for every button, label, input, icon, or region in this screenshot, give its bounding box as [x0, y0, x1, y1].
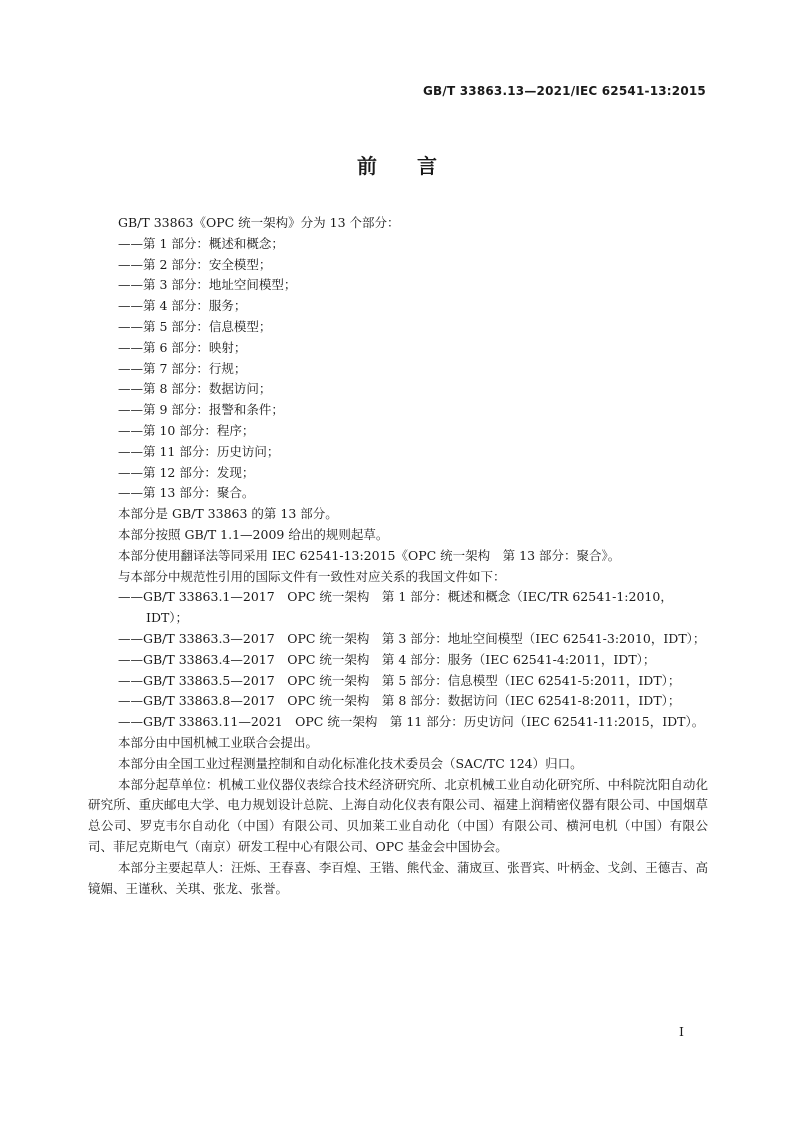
list-item: ——第 10 部分：程序；: [118, 422, 255, 438]
list-item: ——第 5 部分：信息模型；: [118, 318, 272, 334]
standard-code-header: GB/T 33863.13—2021/IEC 62541-13:2015: [422, 84, 706, 98]
page-title: 前言: [357, 154, 477, 178]
foreword-body: [88, 213, 708, 899]
list-item: ——第 8 部分：数据访问；: [118, 381, 272, 397]
list-item: ——第 9 部分：报警和条件；: [118, 402, 284, 418]
drafting-units: 本部分起草单位：机械工业仪器仪表综合技术经济研究所、北京机械工业自动化研究所、中科院沈阳自动化研究所、重庆邮电大学、电力规划设计总院、上海自动化仪表有限公司、福建上润精密仪器有限公司、中国烟草总公司、罗克韦尔自动化（中国）有限公司、贝加莱工业自动化（中国）有限公司、横河电机（中国）有限公司、菲尼克斯电气（南京）研发工程中心有限公司、OPC 基金会中国协会。: [88, 776, 708, 854]
intro-line: GB/T 33863《OPC 统一架构》分为 13 个部分：: [118, 215, 400, 230]
main-drafters: 本部分主要起草人：汪烁、王春喜、李百煌、王锴、熊代金、蒲宬亘、张晋宾、叶柄金、戈剑、王德吉、高镜媚、王谨秋、关琪、张龙、张誉。: [88, 859, 708, 896]
list-item: ——第 12 部分：发现；: [118, 464, 255, 480]
statement-drafting-rules: 本部分按照 GB/T 1.1—2009 给出的规则起草。: [118, 526, 389, 542]
reference-item: ——GB/T 33863.1—2017 OPC 统一架构 第 1 部分：概述和概念（IEC/TR 62541-1:2010，: [118, 589, 673, 605]
list-item: ——第 4 部分：服务；: [118, 298, 247, 314]
statement-references-intro: 与本部分中规范性引用的国际文件有一致性对应关系的我国文件如下：: [118, 568, 506, 584]
reference-item-continuation: IDT）；: [146, 610, 189, 626]
reference-item: ——GB/T 33863.3—2017 OPC 统一架构 第 3 部分：地址空间模型（IEC 62541-3:2010，IDT）；: [118, 630, 706, 646]
statement-adoption: 本部分使用翻译法等同采用 IEC 62541-13:2015《OPC 统一架构 第 13 部分：聚合》。: [118, 547, 621, 563]
list-item: ——第 11 部分：历史访问；: [118, 443, 280, 459]
list-item: ——第 3 部分：地址空间模型；: [118, 277, 297, 293]
references-list: [88, 587, 708, 733]
reference-item: ——GB/T 33863.4—2017 OPC 统一架构 第 4 部分：服务（IEC 62541-4:2011，IDT）；: [118, 651, 656, 667]
list-item: ——第 6 部分：映射；: [118, 339, 247, 355]
page-number: I: [679, 1024, 684, 1039]
list-item: ——第 7 部分：行规；: [118, 360, 247, 376]
list-item: ——第 13 部分：聚合。: [118, 485, 255, 501]
managed-by: 本部分由全国工业过程测量控制和自动化标准化技术委员会（SAC/TC 124）归口。: [118, 755, 583, 771]
reference-item: ——GB/T 33863.5—2017 OPC 统一架构 第 5 部分：信息模型（IEC 62541-5:2011，IDT）；: [118, 672, 681, 688]
reference-item: ——GB/T 33863.11—2021 OPC 统一架构 第 11 部分：历史访问（IEC 62541-11:2015，IDT）。: [118, 714, 705, 730]
proposed-by: 本部分由中国机械工业联合会提出。: [118, 734, 319, 750]
list-item: ——第 1 部分：概述和概念；: [118, 235, 284, 251]
parts-list: [88, 234, 708, 504]
reference-item: ——GB/T 33863.8—2017 OPC 统一架构 第 8 部分：数据访问（IEC 62541-8:2011，IDT）；: [118, 693, 681, 709]
statement-part-number: 本部分是 GB/T 33863 的第 13 部分。: [118, 506, 338, 522]
list-item: ——第 2 部分：安全模型；: [118, 256, 272, 272]
